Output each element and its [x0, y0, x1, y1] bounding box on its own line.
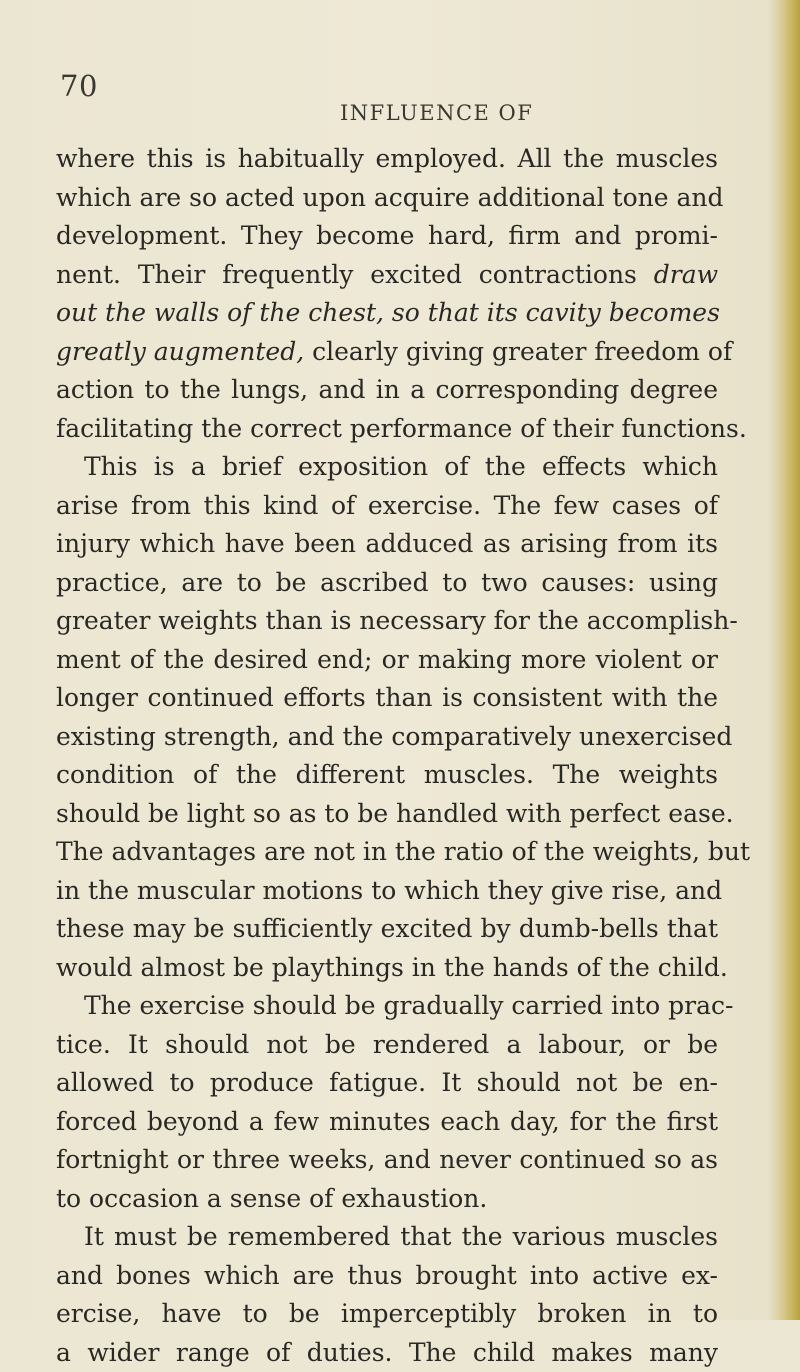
italic-segment: out the walls of the chest, so that its cavity becomes — [56, 298, 720, 327]
text-line: in the muscular motions to which they give rise, and — [56, 872, 718, 911]
text-line — [56, 256, 718, 295]
text-line: practice, are to be ascribed to two causes: using — [56, 564, 718, 603]
text-line: fortnight or three weeks, and never continued so as — [56, 1141, 718, 1180]
text-line: forced beyond a few minutes each day, for the first — [56, 1103, 718, 1142]
text-line: where this is habitually employed. All the muscles — [56, 140, 718, 179]
text-line — [56, 294, 718, 333]
italic-segment: greatly augmented, — [56, 337, 304, 366]
text-line: to occasion a sense of exhaustion. — [56, 1180, 718, 1219]
text-line: a wider range of duties. The child makes many — [56, 1334, 718, 1372]
text-line: arise from this kind of exercise. The few cases of — [56, 487, 718, 526]
text-line: action to the lungs, and in a corresponding degree — [56, 371, 718, 410]
text-line: greater weights than is necessary for the accomplish- — [56, 602, 718, 641]
text-line: would almost be playthings in the hands of the child. — [56, 949, 718, 988]
text-line — [56, 333, 718, 372]
text-line: The exercise should be gradually carried into prac- — [56, 987, 718, 1026]
page-number: 70 — [60, 72, 98, 101]
text-line: development. They become hard, firm and promi- — [56, 217, 718, 256]
text-segment: nent. Their frequently excited contractions — [56, 260, 637, 289]
text-line: allowed to produce fatigue. It should not be en- — [56, 1064, 718, 1103]
text-line: It must be remembered that the various muscles — [56, 1218, 718, 1257]
text-line: existing strength, and the comparatively unexercised — [56, 718, 718, 757]
text-line: which are so acted upon acquire additional tone and — [56, 179, 718, 218]
text-line: condition of the different muscles. The weights — [56, 756, 718, 795]
text-line: ercise, have to be imperceptibly broken in to — [56, 1295, 718, 1334]
italic-segment: draw — [654, 260, 718, 289]
text-line: The advantages are not in the ratio of the weights, but — [56, 833, 718, 872]
text-line: longer continued efforts than is consistent with the — [56, 679, 718, 718]
text-line: ment of the desired end; or making more violent or — [56, 641, 718, 680]
text-line: and bones which are thus brought into active ex- — [56, 1257, 718, 1296]
text-line: This is a brief exposition of the effects which — [56, 448, 718, 487]
text-line: should be light so as to be handled with perfect ease. — [56, 795, 718, 834]
text-line: facilitating the correct performance of their functions. — [56, 410, 718, 449]
running-head: INFLUENCE OF — [340, 103, 533, 124]
text-line: tice. It should not be rendered a labour, or be — [56, 1026, 718, 1065]
text-line: these may be sufficiently excited by dumb-bells that — [56, 910, 718, 949]
text-segment: clearly giving greater freedom of — [312, 337, 732, 366]
text-line: injury which have been adduced as arising from its — [56, 525, 718, 564]
body-text — [56, 140, 718, 1372]
